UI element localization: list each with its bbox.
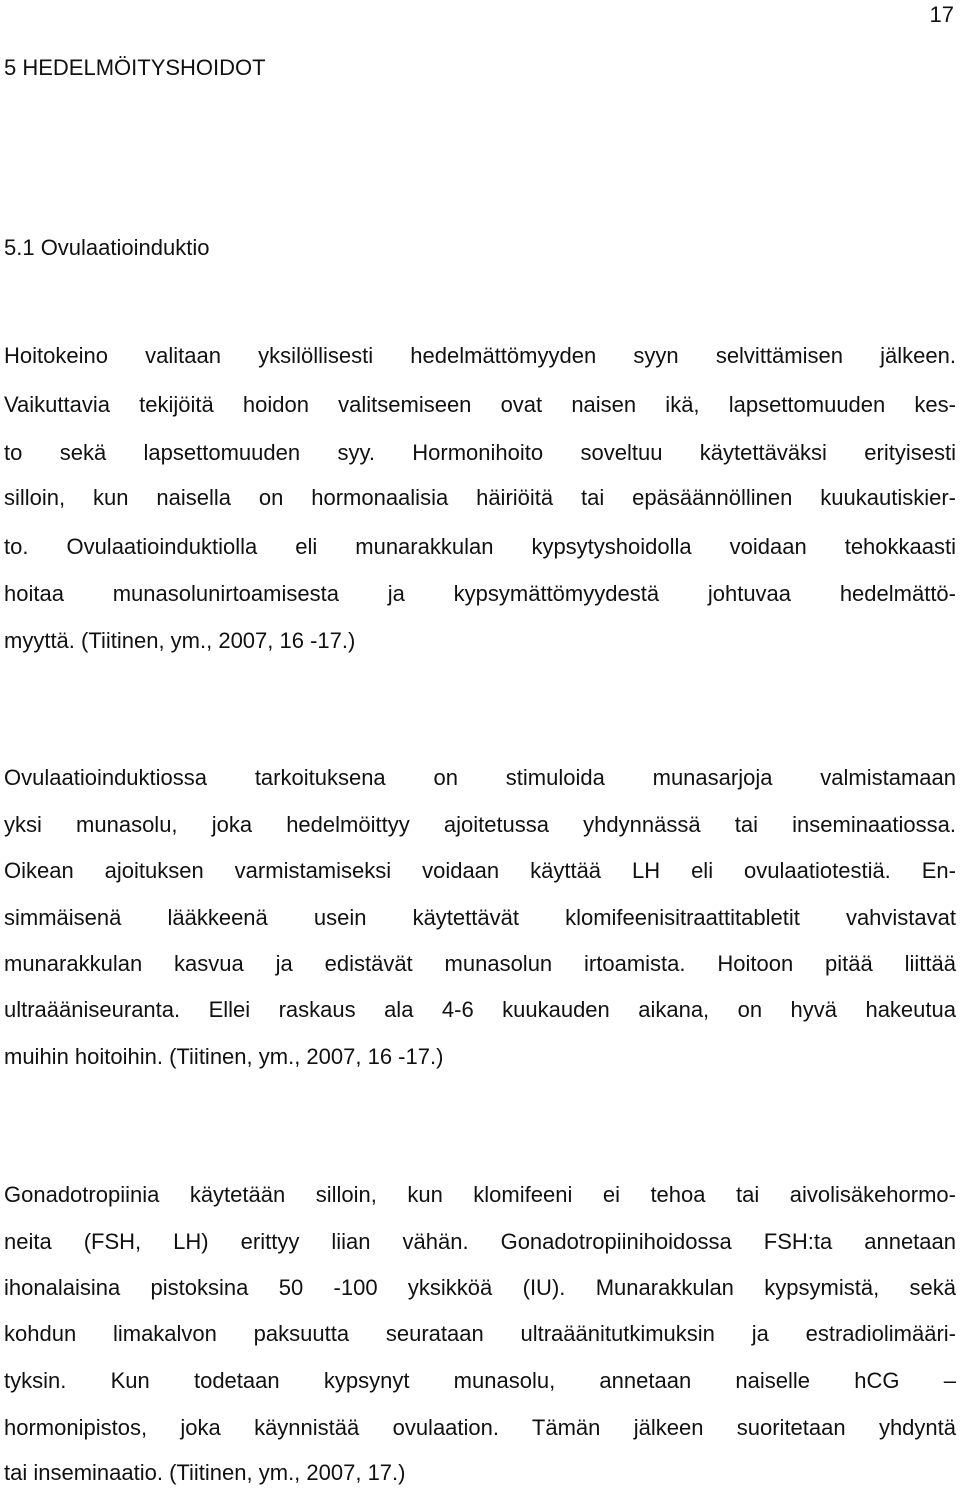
paragraph-line: hoitaa munasolunirtoamisesta ja kypsymättömyydestä johtuvaa hedelmättö- <box>4 581 956 606</box>
paragraph-line: tai inseminaatio. (Tiitinen, ym., 2007, 17.) <box>4 1460 406 1485</box>
paragraph-line: ihonalaisina pistoksina 50 -100 yksikköä (IU). Munarakkulan kypsymistä, sekä <box>4 1275 956 1300</box>
section-heading: 5.1 Ovulaatioinduktio <box>4 235 210 260</box>
paragraph-line: neita (FSH, LH) erittyy liian vähän. Gonadotropiinihoidossa FSH:ta annetaan <box>4 1229 956 1254</box>
paragraph-line: ultraääniseuranta. Ellei raskaus ala 4-6 kuukauden aikana, on hyvä hakeutua <box>4 997 956 1022</box>
page-number: 17 <box>929 2 954 27</box>
paragraph-line: Ovulaatioinduktiossa tarkoituksena on stimuloida munasarjoja valmistamaan <box>4 765 956 790</box>
paragraph-line: hormonipistos, joka käynnistää ovulaation. Tämän jälkeen suoritetaan yhdyntä <box>4 1415 956 1440</box>
paragraph-line: simmäisenä lääkkeenä usein käytettävät klomifeenisitraattitabletit vahvistavat <box>4 905 956 930</box>
paragraph-line: kohdun limakalvon paksuutta seurataan ultraäänitutkimuksin ja estradiolimääri- <box>4 1321 956 1346</box>
paragraph-line: Gonadotropiinia käytetään silloin, kun klomifeeni ei tehoa tai aivolisäkehormo- <box>4 1182 956 1207</box>
paragraph-line: to sekä lapsettomuuden syy. Hormonihoito soveltuu käytettäväksi erityisesti <box>4 440 956 465</box>
chapter-heading: 5 HEDELMÖITYSHOIDOT <box>4 55 266 80</box>
paragraph-line: muihin hoitoihin. (Tiitinen, ym., 2007, 16 -17.) <box>4 1044 444 1069</box>
paragraph-line: yksi munasolu, joka hedelmöittyy ajoitetussa yhdynnässä tai inseminaatiossa. <box>4 812 956 837</box>
paragraph-line: tyksin. Kun todetaan kypsynyt munasolu, annetaan naiselle hCG – <box>4 1368 956 1393</box>
paragraph-line: Oikean ajoituksen varmistamiseksi voidaan käyttää LH eli ovulaatiotestiä. En- <box>4 858 956 883</box>
paragraph-line: munarakkulan kasvua ja edistävät munasolun irtoamista. Hoitoon pitää liittää <box>4 951 956 976</box>
paragraph-line: Hoitokeino valitaan yksilöllisesti hedelmättömyyden syyn selvittämisen jälkeen. <box>4 343 956 368</box>
paragraph-line: to. Ovulaatioinduktiolla eli munarakkulan kypsytyshoidolla voidaan tehokkaasti <box>4 534 956 559</box>
paragraph-line: myyttä. (Tiitinen, ym., 2007, 16 -17.) <box>4 628 356 653</box>
paragraph-line: silloin, kun naisella on hormonaalisia häiriöitä tai epäsäännöllinen kuukautiskier- <box>4 485 956 510</box>
paragraph-line: Vaikuttavia tekijöitä hoidon valitsemiseen ovat naisen ikä, lapsettomuuden kes- <box>4 392 956 417</box>
